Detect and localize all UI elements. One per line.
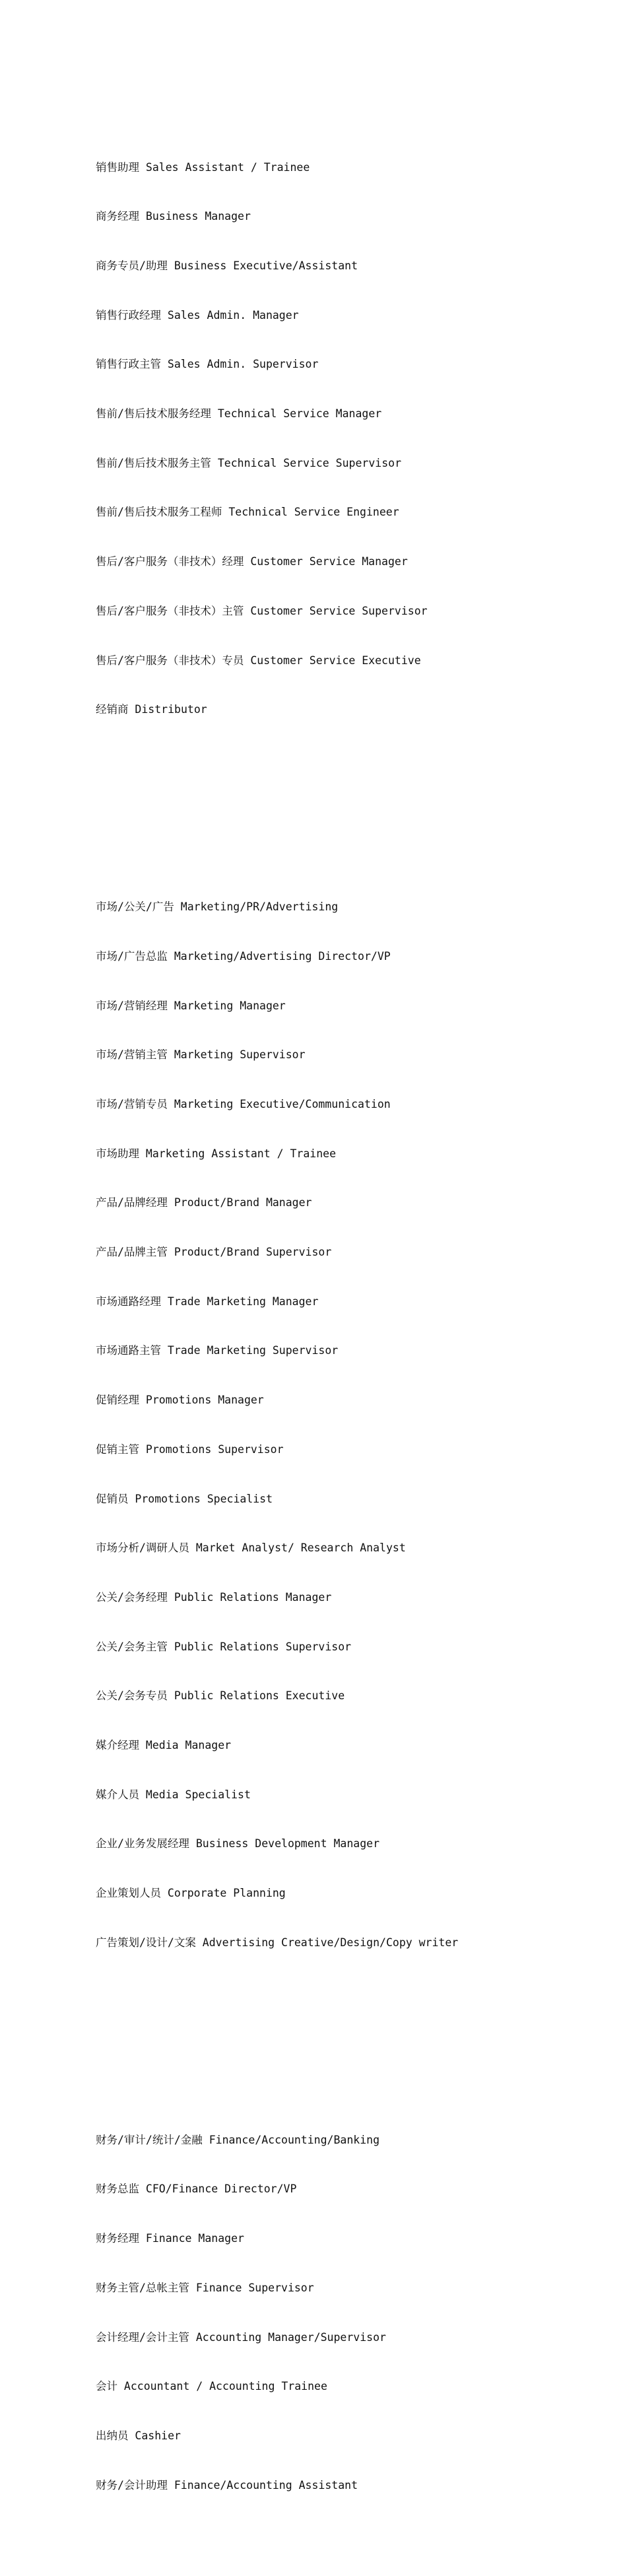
- list-line: 市场/营销专员 Marketing Executive/Communication: [96, 1097, 391, 1110]
- list-line: 财务总监 CFO/Finance Director/VP: [96, 2183, 297, 2196]
- list-line: 促销主管 Promotions Supervisor: [96, 1442, 284, 1456]
- list-line: 市场通路经理 Trade Marketing Manager: [96, 1295, 319, 1308]
- list-line: 经销商 Distributor: [96, 703, 207, 716]
- list-line: 市场助理 Marketing Assistant / Trainee: [96, 1147, 337, 1160]
- list-line: 会计 Accountant / Accounting Trainee: [96, 2380, 327, 2393]
- list-line: 商务经理 Business Manager: [96, 210, 251, 223]
- list-line: 广告策划/设计/文案 Advertising Creative/Design/Copy writer: [96, 1936, 459, 1949]
- list-line: 企业策划人员 Corporate Planning: [96, 1887, 286, 1900]
- list-line: 媒介经理 Media Manager: [96, 1739, 232, 1752]
- list-line: 售后/客户服务（非技术）主管 Customer Service Supervisor: [96, 604, 428, 617]
- list-line: 媒介人员 Media Specialist: [96, 1788, 251, 1801]
- list-line: 销售行政主管 Sales Admin. Supervisor: [96, 358, 319, 371]
- list-line: 市场/营销主管 Marketing Supervisor: [96, 1048, 306, 1062]
- list-line: 会计经理/会计主管 Accounting Manager/Supervisor: [96, 2330, 386, 2344]
- list-line: 售前/售后技术服务工程师 Technical Service Engineer: [96, 506, 399, 519]
- list-line: 市场/营销经理 Marketing Manager: [96, 999, 286, 1012]
- list-line: 促销员 Promotions Specialist: [96, 1492, 273, 1505]
- list-line: 企业/业务发展经理 Business Development Manager: [96, 1837, 380, 1850]
- list-line: 市场通路主管 Trade Marketing Supervisor: [96, 1344, 339, 1357]
- job-title-list: [96, 77, 597, 2576]
- list-line: 售后/客户服务（非技术）经理 Customer Service Manager: [96, 555, 408, 568]
- list-line: 出纳员 Cashier: [96, 2429, 181, 2442]
- list-line: 市场/公关/广告 Marketing/PR/Advertising: [96, 900, 339, 914]
- section-finance: [96, 2099, 597, 2526]
- list-line: 商务专员/助理 Business Executive/Assistant: [96, 259, 358, 272]
- list-line: 财务经理 Finance Manager: [96, 2232, 244, 2245]
- list-line: 售前/售后技术服务主管 Technical Service Supervisor: [96, 456, 402, 469]
- list-line: 财务主管/总帐主管 Finance Supervisor: [96, 2281, 314, 2294]
- list-line: 产品/品牌经理 Product/Brand Manager: [96, 1196, 312, 1209]
- list-line: 市场分析/调研人员 Market Analyst/ Research Analyst: [96, 1542, 406, 1555]
- list-line: 售前/售后技术服务经理 Technical Service Manager: [96, 407, 382, 421]
- section-spacer: [96, 2033, 597, 2050]
- list-line: 公关/会务专员 Public Relations Executive: [96, 1689, 345, 1703]
- list-line: 销售行政经理 Sales Admin. Manager: [96, 308, 299, 322]
- list-line: 公关/会务主管 Public Relations Supervisor: [96, 1640, 352, 1653]
- list-line: 财务/会计助理 Finance/Accounting Assistant: [96, 2478, 358, 2491]
- list-line: 销售助理 Sales Assistant / Trainee: [96, 160, 310, 174]
- list-line: 财务/审计/统计/金融 Finance/Accounting/Banking: [96, 2133, 380, 2146]
- section-spacer: [96, 801, 597, 817]
- list-line: 公关/会务经理 Public Relations Manager: [96, 1590, 332, 1604]
- list-line: 产品/品牌主管 Product/Brand Supervisor: [96, 1246, 332, 1259]
- list-line: 促销经理 Promotions Manager: [96, 1394, 264, 1407]
- list-line: 售后/客户服务（非技术）专员 Customer Service Executive: [96, 654, 421, 667]
- section-marketing: [96, 866, 597, 1984]
- list-line: 市场/广告总监 Marketing/Advertising Director/VP: [96, 949, 391, 963]
- section-sales: [96, 127, 597, 751]
